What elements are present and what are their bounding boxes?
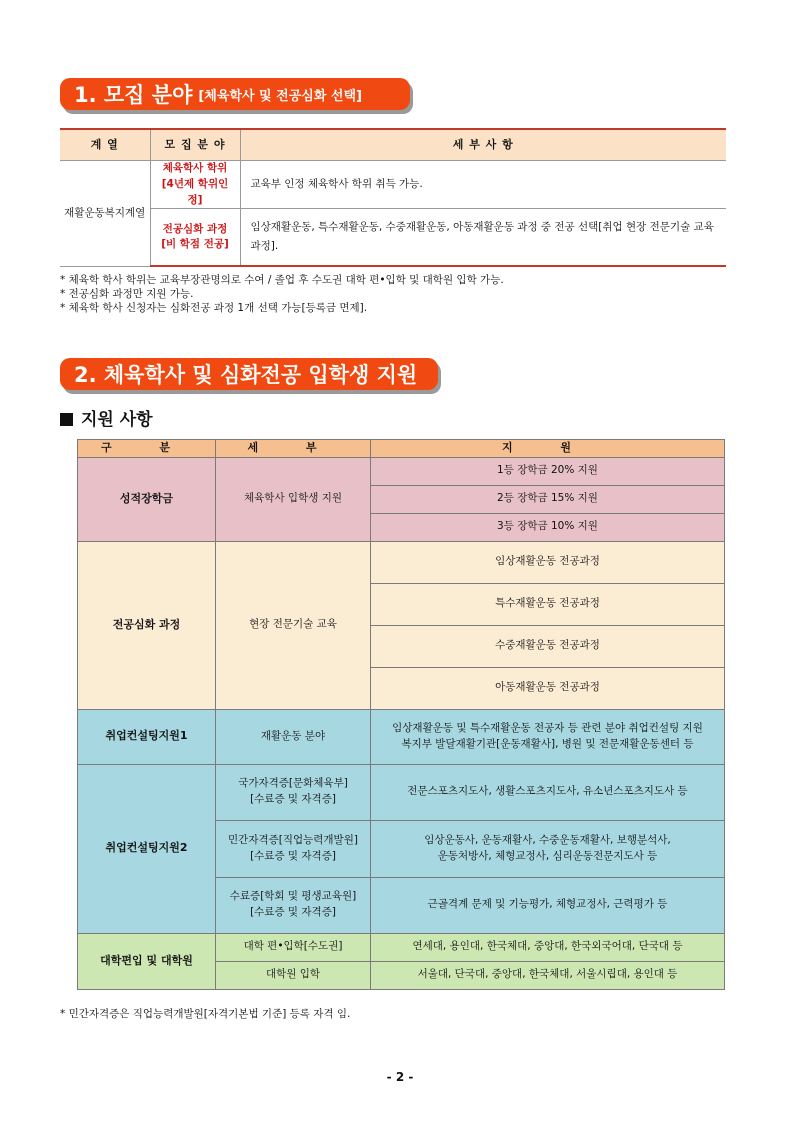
header-detail: 세 부: [216, 440, 371, 458]
consult1-support-line1: 임상재활운동 및 특수재활운동 전공자 등 관련 분야 취업컨설팅 지원: [392, 721, 703, 734]
support-table: [77, 439, 725, 990]
table-row: [78, 709, 725, 764]
recruitment-table-header: [60, 129, 726, 161]
merit-category: 성적장학금: [78, 457, 216, 541]
consult2-detail-line2: [수료증 및 자격증]: [250, 793, 336, 805]
consult2-support: 근골격계 문제 및 기능평가, 체형교정사, 근력평가 등: [371, 877, 725, 933]
consult1-detail: 재활운동 분야: [216, 709, 371, 764]
section2-banner-title: 2. 체육학사 및 심화전공 입학생 지원: [74, 363, 418, 387]
header-detail: 세 부 사 항: [240, 129, 726, 161]
support-subtitle-text: 지원 사항: [81, 410, 153, 430]
header-field: 모 집 분 야: [150, 129, 240, 161]
section1-banner-title: 1. 모집 분야: [74, 83, 193, 107]
support-subtitle: [60, 405, 153, 430]
consult2-detail-line1: 국가자격증[문화체육부]: [238, 777, 348, 790]
detail-cell: 임상재활운동, 특수재활운동, 수중재활운동, 아동재활운동 과정 중 전공 선택[취업 현장 전문기술 교육과정].: [240, 209, 726, 267]
table-row: [78, 764, 725, 820]
table-row: [78, 933, 725, 961]
field-line1: 체육학사 학위: [162, 162, 228, 174]
page-number: - 2 -: [386, 1070, 414, 1084]
consult2-detail: [216, 764, 371, 820]
advanced-detail: 현장 전문기술 교육: [216, 541, 371, 709]
advanced-category: 전공심화 과정: [78, 541, 216, 709]
transfer-support: 연세대, 용인대, 한국체대, 중앙대, 한국외국어대, 단국대 등: [371, 933, 725, 961]
field-line2: [4년제 학위인정]: [161, 177, 229, 206]
consult2-detail-line1: 민간자격증[직업능력개발원]: [228, 833, 358, 846]
table-row: [78, 457, 725, 485]
table-row: [60, 209, 726, 267]
consult2-category: 취업컨설팅지원2: [78, 764, 216, 933]
header-category: 구 분: [78, 440, 216, 458]
field-line1: 전공심화 과정: [162, 222, 228, 235]
section1-banner: [60, 78, 410, 110]
note-line: * 체육학 학사 신청자는 심화전공 과정 1개 선택 가능[등록금 면제].: [60, 302, 368, 314]
advanced-item: 수중재활운동 전공과정: [371, 625, 725, 667]
section2-note: [60, 1007, 350, 1021]
advanced-item: 특수재활운동 전공과정: [371, 583, 725, 625]
consult2-detail: [216, 877, 371, 933]
consult2-detail-line2: [수료증 및 자격증]: [250, 906, 336, 918]
consult2-support: 전문스포츠지도사, 생활스포츠지도사, 유소년스포츠지도사 등: [371, 764, 725, 820]
consult2-support-line2: 운동처방사, 체형교정사, 심리운동전문지도사 등: [437, 849, 658, 862]
header-department: 계 열: [60, 129, 150, 161]
support-table-header: [78, 440, 725, 458]
department-cell: 재활운동복지계열: [60, 161, 150, 267]
table-row: [78, 541, 725, 583]
consult2-detail: [216, 820, 371, 877]
section1-banner-subtitle: [체육학사 및 전공심화 선택]: [198, 88, 362, 104]
note-line: * 민간자격증은 직업능력개발원[자격기본법 기준] 등록 자격 임.: [60, 1008, 351, 1020]
field-line2: [비 학점 전공]: [161, 238, 229, 251]
header-support: 지 원: [371, 440, 725, 458]
section2-banner: [60, 358, 438, 390]
merit-item: 2등 장학금 15% 지원: [371, 485, 725, 513]
transfer-category: 대학편입 및 대학원: [78, 933, 216, 989]
merit-item: 3등 장학금 10% 지원: [371, 513, 725, 541]
consult1-category: 취업컨설팅지원1: [78, 709, 216, 764]
advanced-item: 아동재활운동 전공과정: [371, 667, 725, 709]
note-line: * 전공심화 과정만 지원 가능.: [60, 288, 194, 300]
merit-detail: 체육학사 입학생 지원: [216, 457, 371, 541]
recruitment-table: [60, 128, 726, 267]
consult2-support: [371, 820, 725, 877]
square-bullet-icon: [60, 413, 73, 426]
transfer-detail: 대학 편•입학[수도권]: [216, 933, 371, 961]
consult2-detail-line1: 수료증[학회 및 평생교육원]: [229, 890, 357, 903]
transfer-support: 서울대, 단국대, 중앙대, 한국체대, 서울시립대, 용인대 등: [371, 961, 725, 989]
consult1-support: [371, 709, 725, 764]
consult1-support-line2: 복지부 발달재활기관[운동재활사], 병원 및 전문재활운동센터 등: [401, 737, 694, 750]
detail-cell: 교육부 인정 체육학사 학위 취득 가능.: [240, 161, 726, 209]
consult2-support-line1: 임상운동사, 운동재활사, 수중운동재활사, 보행분석사,: [424, 833, 671, 846]
consult2-detail-line2: [수료증 및 자격증]: [250, 849, 336, 862]
section1-notes: [60, 273, 504, 315]
transfer-detail: 대학원 입학: [216, 961, 371, 989]
advanced-item: 임상재활운동 전공과정: [371, 541, 725, 583]
field-cell: [150, 209, 240, 267]
note-line: * 체육학 학사 학위는 교육부장관명의로 수여 / 졸업 후 수도권 대학 편•입학 및 대학원 입학 가능.: [60, 274, 504, 286]
field-cell: [150, 161, 240, 209]
table-row: [60, 161, 726, 209]
merit-item: 1등 장학금 20% 지원: [371, 457, 725, 485]
